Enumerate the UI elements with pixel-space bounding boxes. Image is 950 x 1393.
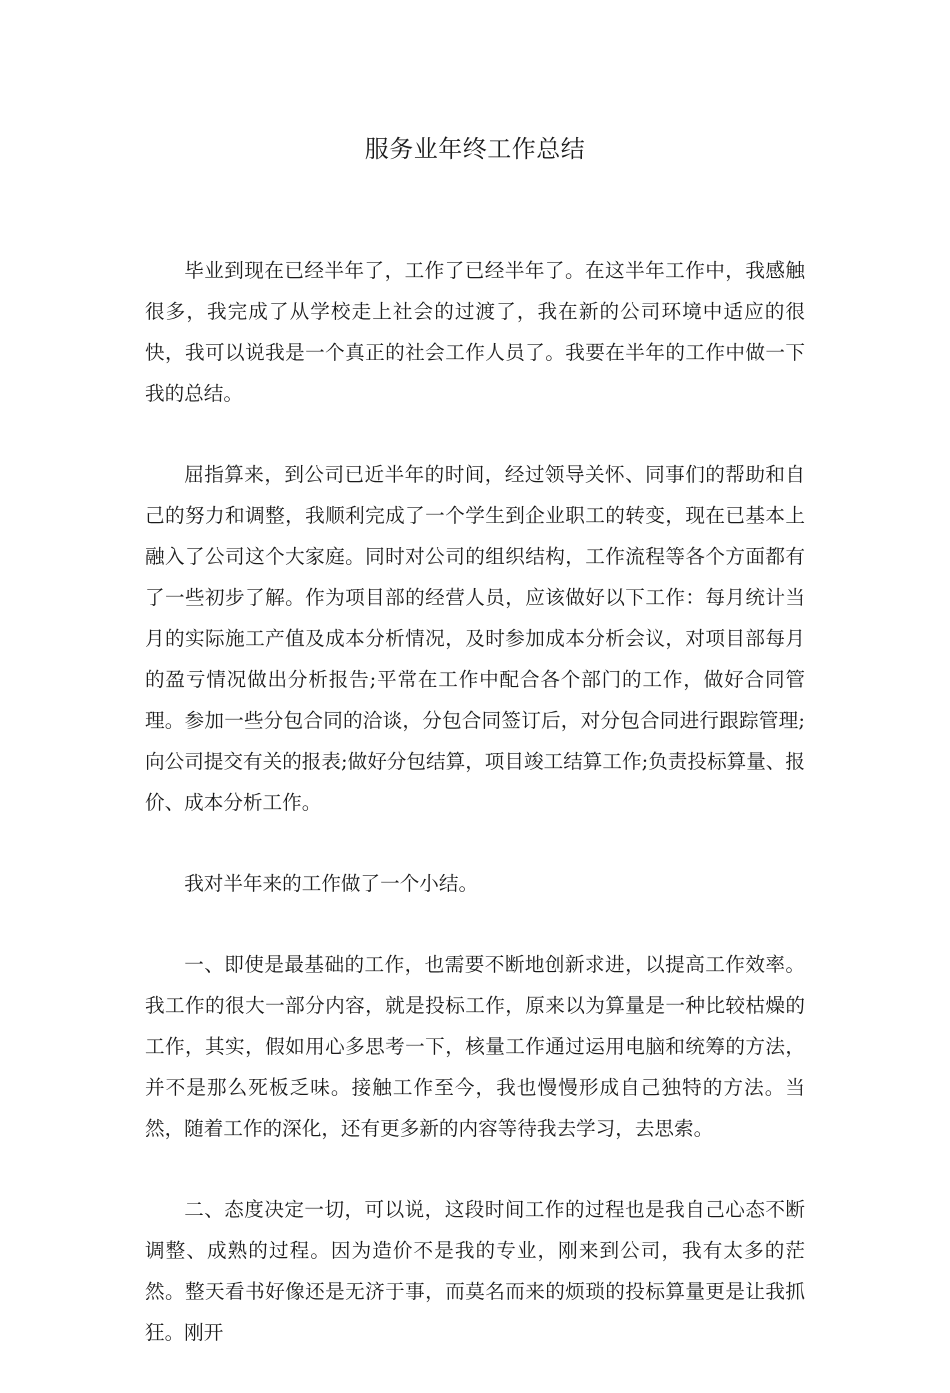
document-title: 服务业年终工作总结 — [364, 135, 586, 163]
paragraph-point-one: 一、即使是最基础的工作，也需要不断地创新求进，以提高工作效率。我工作的很大一部分内容，就是投标工作，原来以为算量是一种比较枯燥的工作，其实，假如用心多思考一下，核量工作通过运用电脑和统筹的方法，并不是那么死板乏味。接触工作至今，我也慢慢形成自己独特的方法。当然，随着工作的深化，还有更多新的内容等待我去学习，去思索。 — [145, 953, 805, 1140]
paragraph-point-two: 二、态度决定一切，可以说，这段时间工作的过程也是我自己心态不断调整、成熟的过程。因为造价不是我的专业，刚来到公司，我有太多的茫然。整天看书好像还是无济于事，而莫名而来的烦琐的投标算量更是让我抓狂。刚开 — [145, 1198, 805, 1344]
paragraph-intro: 毕业到现在已经半年了，工作了已经半年了。在这半年工作中，我感触很多，我完成了从学校走上社会的过渡了，我在新的公司环境中适应的很快，我可以说我是一个真正的社会工作人员了。我要在半年的工作中做一下我的总结。 — [145, 259, 805, 405]
paragraph-work-duties: 屈指算来，到公司已近半年的时间，经过领导关怀、同事们的帮助和自己的努力和调整，我顺利完成了一个学生到企业职工的转变，现在已基本上融入了公司这个大家庭。同时对公司的组织结构，工作流程等各个方面都有了一些初步了解。作为项目部的经营人员，应该做好以下工作：每月统计当月的实际施工产值及成本分析情况，及时参加成本分析会议，对项目部每月的盈亏情况做出分析报告;平常在工作中配合各个部门的工作，做好合同管理。参加一些分包合同的洽谈，分包合同签订后，对分包合同进行跟踪管理;向公司提交有关的报表;做好分包结算，项目竣工结算工作;负责投标算量、报价、成本分析工作。 — [145, 463, 805, 814]
paragraph-summary-intro: 我对半年来的工作做了一个小结。 — [184, 872, 479, 895]
document-body — [145, 250, 805, 1393]
